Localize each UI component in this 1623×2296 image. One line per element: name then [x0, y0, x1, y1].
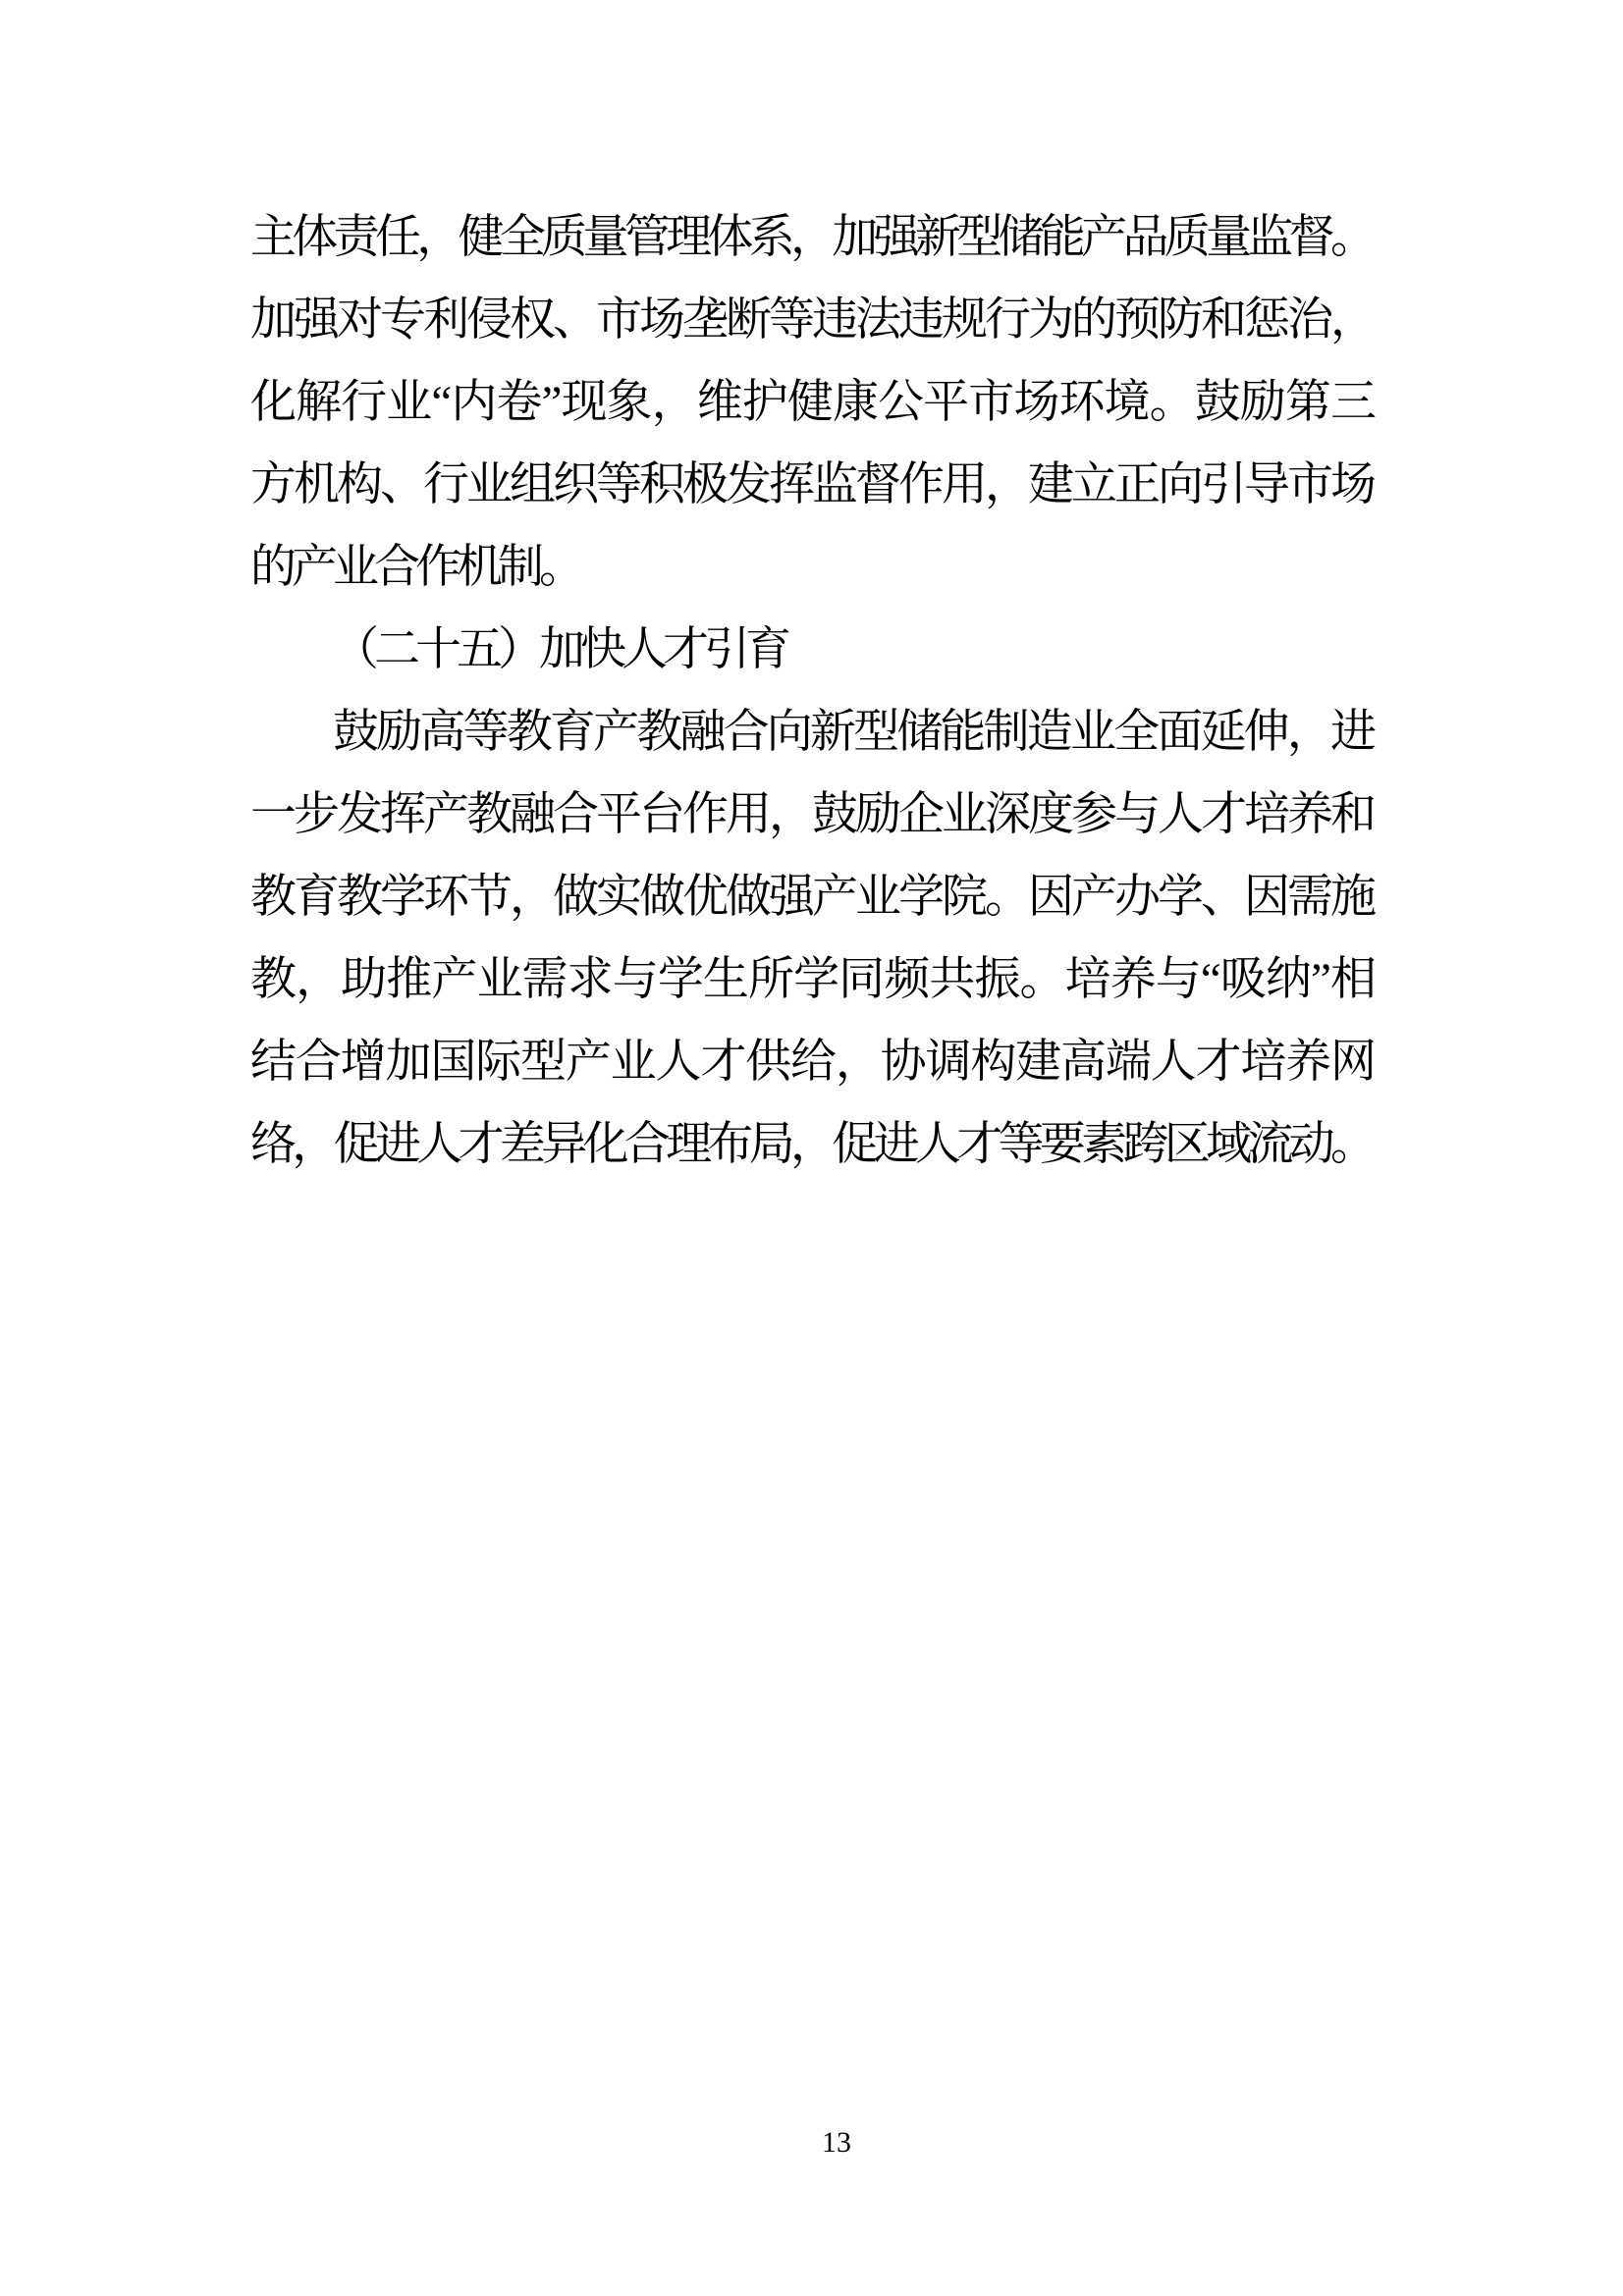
body-text-block: [250, 196, 1372, 1186]
text-line: 鼓励高等教育产教融合向新型储能制造业全面延伸，进: [333, 707, 1372, 758]
text-line: 的产业合作机制。: [250, 542, 580, 593]
text-line: 教，助推产业需求与学生所学同频共振。培养与“吸纳”相: [250, 954, 1372, 1005]
text-line: 方机构、行业组织等积极发挥监督作用，建立正向引导市场: [250, 459, 1372, 510]
text-line: 加强对专利侵权、市场垄断等违法违规行为的预防和惩治，: [250, 294, 1372, 346]
section-heading: （二十五）加快人才引育: [333, 624, 786, 675]
text-line: 结合增加国际型产业人才供给，协调构建高端人才培养网: [250, 1037, 1372, 1088]
text-line: 络，促进人才差异化合理布局，促进人才等要素跨区域流动。: [250, 1119, 1372, 1170]
page-number: 13: [822, 2126, 851, 2159]
text-line: 化解行业“内卷”现象，维护健康公平市场环境。鼓励第三: [250, 377, 1372, 428]
text-line: 教育教学环节，做实做优做强产业学院。因产办学、因需施: [250, 872, 1372, 923]
text-line: 一步发挥产教融合平台作用，鼓励企业深度参与人才培养和: [250, 789, 1372, 840]
text-line: 主体责任，健全质量管理体系，加强新型储能产品质量监督。: [250, 212, 1372, 263]
